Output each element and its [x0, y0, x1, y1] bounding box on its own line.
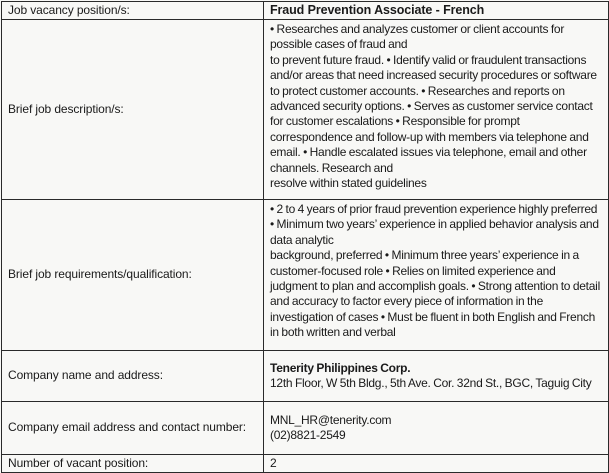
job-position-cell: [264, 2, 609, 20]
row-job-description: [2, 20, 609, 200]
job-requirements-label: Brief job requirements/qualification:: [2, 200, 264, 351]
contact-label: Company email address and contact number:: [2, 402, 264, 455]
contact-cell: [264, 402, 609, 455]
company-email: MNL_HR@tenerity.com: [270, 412, 392, 427]
company-label: Company name and address:: [2, 351, 264, 402]
company-phone: (02)8821-2549: [270, 428, 346, 442]
row-job-requirements: [2, 200, 609, 351]
job-position-value: Fraud Prevention Associate - French: [270, 2, 485, 17]
row-contact: [2, 402, 609, 455]
job-requirements-value: • 2 to 4 years of prior fraud prevention experience highly preferred • Minimum two years’ experience in applied behavior analysis and data analytic background, preferred • Minimum three years’ experience in a customer-focused role • Relies on limited experience and judgment to plan and accomplish goals. • Strong attention to detail and accuracy to factor every piece of information in the investigation of cases • Must be fluent in both English and French in both written and verbal: [264, 200, 609, 351]
job-description-label: Brief job description/s:: [2, 20, 264, 200]
row-company: [2, 351, 609, 402]
job-description-value: • Researches and analyzes customer or client accounts for possible cases of fraud and to prevent future fraud. • Identify valid or fraudulent transactions and/or areas that need increased security procedures or software to protect customer accounts. • Researches and reports on advanced security options. • Serves as customer service contact for customer escalations • Responsible for prompt correspondence and follow-up with members via telephone and email. • Handle escalated issues via telephone, email and other channels. Research and resolve within stated guidelines: [264, 20, 609, 200]
job-details-table: [1, 1, 609, 473]
job-position-label: Job vacancy position/s:: [2, 2, 264, 20]
company-name: Tenerity Philippines Corp.: [270, 360, 411, 375]
vacancies-value: 2: [264, 455, 609, 473]
row-job-position: [2, 2, 609, 20]
company-cell: [264, 351, 609, 402]
company-address: 12th Floor, W 5th Bldg., 5th Ave. Cor. 32nd St., BGC, Taguig City: [270, 376, 592, 390]
vacancies-label: Number of vacant position:: [2, 455, 264, 473]
row-vacancies: [2, 455, 609, 473]
